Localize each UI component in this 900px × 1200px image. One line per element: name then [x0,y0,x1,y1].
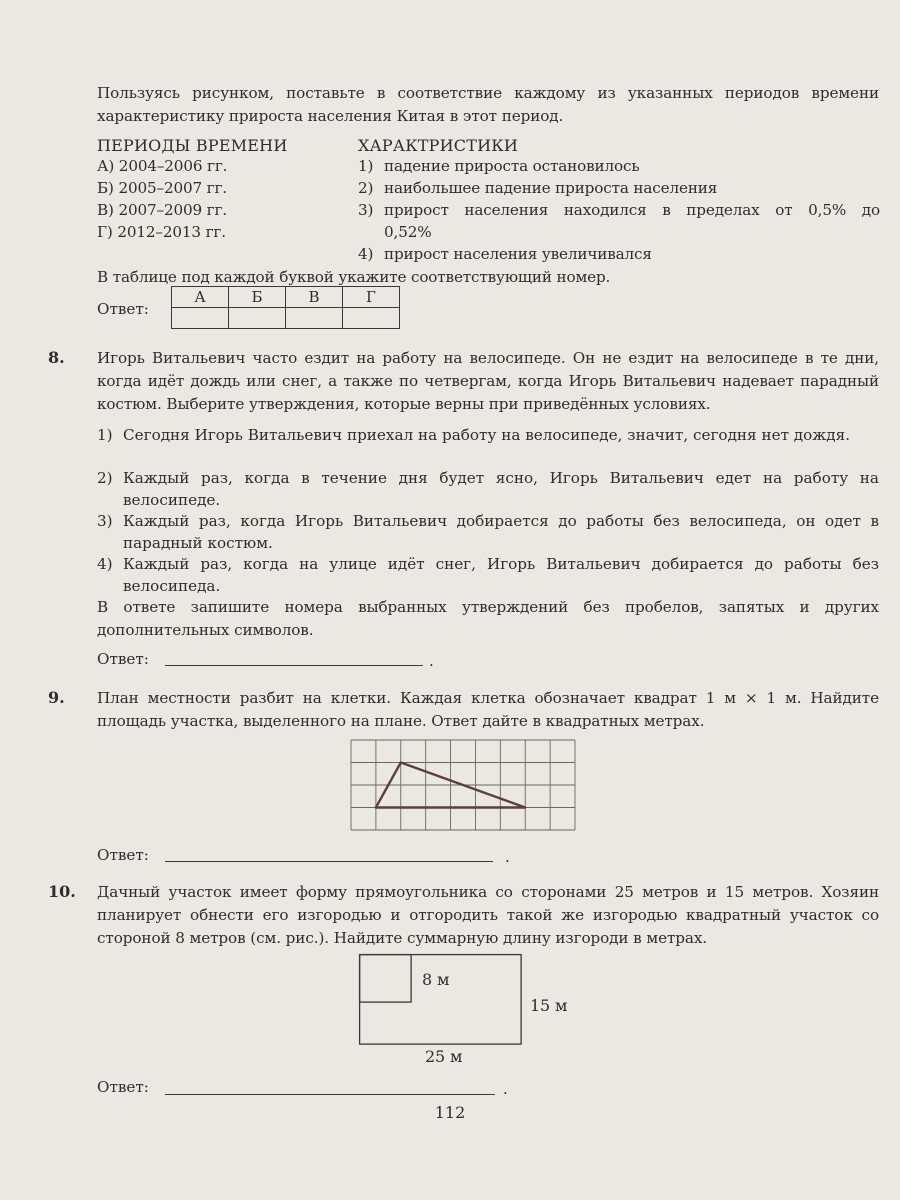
answer-cell-g[interactable] [343,308,400,329]
option-text: Сегодня Игорь Витальевич приехал на работу на велосипеде, значит, сегодня нет дождя. [123,426,851,444]
table-header-g: Г [343,287,400,308]
option-item [97,424,879,446]
option-text: Каждый раз, когда Игорь Витальевич добирается до работы без велосипеда, он одет в парадный костюм. [123,512,879,552]
answer-cell-b[interactable] [229,308,286,329]
task-number: 8. [48,348,65,367]
task-number: 9. [48,688,65,707]
label-width: 25 м [425,1047,463,1066]
answer-line[interactable] [165,861,493,862]
answer-dot: . [429,652,434,670]
option-text: Каждый раз, когда на улице идёт снег, Игорь Витальевич добирается до работы без велосипеда. [123,555,879,595]
answer-label: Ответ: [97,1078,149,1096]
periods-header: ПЕРИОДЫ ВРЕМЕНИ [97,136,288,155]
table-instruction: В таблице под каждой буквой укажите соответствующий номер. [97,268,611,286]
page-number: 112 [434,1103,466,1122]
answer-cell-a[interactable] [172,308,229,329]
task-number: 10. [48,882,76,901]
grid-plan-figure [351,740,576,832]
answer-label: Ответ: [97,650,149,668]
table-header-b: Б [229,287,286,308]
answer-label: Ответ: [97,300,149,318]
characteristic-num: 3) [358,201,374,219]
task7-intro: Пользуясь рисунком, поставьте в соответствие каждому из указанных периодов времени характеристику прироста населения Китая в этот период. [97,84,879,125]
characteristic-num: 2) [358,179,374,197]
option-num: 1) [97,426,113,444]
answer-dot: . [505,848,510,866]
task9-text: План местности разбит на клетки. Каждая клетка обозначает квадрат 1 м × 1 м. Найдите площадь участка, выделенного на плане. Ответ дайте в квадратных метрах. [97,689,879,730]
period-item: Б) 2005–2007 гг. [97,179,227,197]
answer-line[interactable] [165,665,423,666]
characteristic-num: 4) [358,245,374,263]
label-height: 15 м [530,996,568,1015]
task8-text: Игорь Витальевич часто ездит на работу на велосипеде. Он не ездит на велосипеде в те дни, когда идёт дождь или снег, а также по четвергам, когда Игорь Витальевич надевает парадный костюм. Выберите утверждения, которые верны при приведённых условиях. [97,349,879,413]
characteristic-num: 1) [358,157,374,175]
label-square-side: 8 м [422,970,450,989]
period-item: А) 2004–2006 гг. [97,157,228,175]
option-item [97,553,879,597]
characteristic-text: наибольшее падение прироста населения [384,179,718,197]
period-item: В) 2007–2009 гг. [97,201,227,219]
task10-text: Дачный участок имеет форму прямоугольника со сторонами 25 метров и 15 метров. Хозяин планирует обнести его изгородью и отгородить такой же изгородью квадратный участок со стороной 8 метров (см. рис.). Найдите суммарную длину изгороди в метрах. [97,883,879,947]
table-header-v: В [286,287,343,308]
option-item [97,510,879,554]
answer-dot: . [503,1080,508,1098]
answer-label: Ответ: [97,846,149,864]
task8-instruction: В ответе запишите номера выбранных утверждений без пробелов, запятых и других дополнительных символов. [97,598,879,639]
option-text: Каждый раз, когда в течение дня будет ясно, Игорь Витальевич едет на работу на велосипеде. [123,469,879,509]
option-num: 3) [97,512,113,530]
characteristic-text: прирост населения находился в пределах от 0,5% до 0,52% [384,201,880,241]
table-header-a: А [172,287,229,308]
answer-line[interactable] [165,1094,495,1095]
option-item [97,467,879,511]
option-num: 2) [97,469,113,487]
characteristic-text: падение прироста остановилось [384,157,640,175]
answer-cell-v[interactable] [286,308,343,329]
answer-table [171,286,400,329]
characteristic-text: прирост населения увеличивался [384,245,652,263]
period-item: Г) 2012–2013 гг. [97,223,226,241]
inner-square [360,955,412,1003]
option-num: 4) [97,555,113,573]
characteristics-header: ХАРАКТРИСТИКИ [358,136,518,155]
